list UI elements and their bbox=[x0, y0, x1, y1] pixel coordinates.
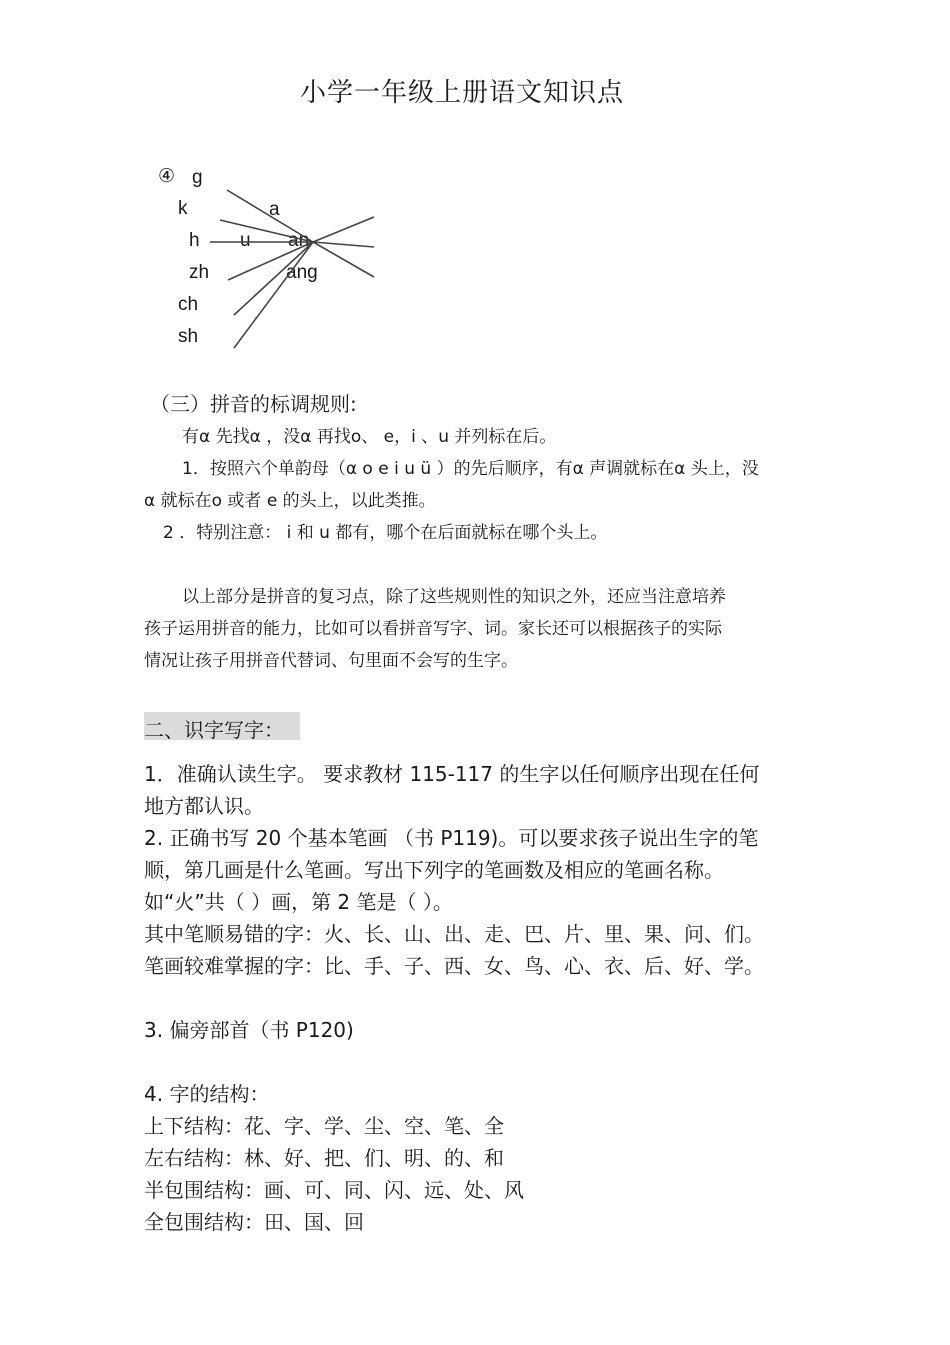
diagram-index: ④ bbox=[158, 166, 176, 187]
initial-ch: ch bbox=[178, 294, 199, 315]
line-zh bbox=[228, 242, 313, 280]
final-ang: ang bbox=[286, 262, 318, 283]
tone-rule-2: 2 ．特别注意： i 和 u 都有，哪个在后面就标在哪个头上。 bbox=[163, 523, 608, 543]
section-2-line-5: 如“火”共（ ）画，第 2 笔是（ ）。 bbox=[144, 890, 453, 914]
initial-h: h bbox=[189, 230, 200, 251]
structure-half-enclosed: 半包围结构：画、可、同、闪、远、处、风 bbox=[144, 1178, 524, 1202]
line-g bbox=[227, 190, 313, 242]
section-2-item-4-heading: 4. 字的结构： bbox=[144, 1082, 270, 1106]
final-a: a bbox=[269, 199, 280, 220]
tone-rules-heading: （三）拼音的标调规则: bbox=[150, 392, 357, 416]
line-sh bbox=[234, 242, 313, 348]
section-2-item-3: 3. 偏旁部首（书 P120) bbox=[144, 1018, 354, 1042]
section-2-line-3: 2. 正确书写 20 个基本笔画 （书 P119)。可以要求孩子说出生字的笔 bbox=[144, 826, 759, 850]
final-an: an bbox=[288, 230, 310, 251]
initial-k: k bbox=[178, 198, 188, 219]
line-a bbox=[313, 217, 374, 242]
initial-g: g bbox=[192, 167, 203, 188]
line-k bbox=[220, 220, 313, 242]
diagram-connector-lines bbox=[0, 0, 950, 400]
initial-zh: zh bbox=[189, 262, 210, 283]
tone-rules-rhyme: 有α 先找α ，没α 再找o、 e，i 、u 并列标在后。 bbox=[182, 427, 557, 447]
section-2-heading: 二、识字写字： bbox=[144, 718, 284, 742]
tone-rule-1-line-2: α 就标在o 或者 e 的头上，以此类推。 bbox=[144, 491, 436, 511]
structure-top-bottom: 上下结构：花、字、学、尘、空、笔、全 bbox=[144, 1114, 504, 1138]
section-2-line-4: 顺，第几画是什么笔画。写出下列字的笔画数及相应的笔画名称。 bbox=[144, 858, 724, 882]
structure-left-right: 左右结构：林、好、把、们、明、的、和 bbox=[144, 1146, 504, 1170]
review-note-line-1: 以上部分是拼音的复习点，除了这些规则性的知识之外，还应当注意培养 bbox=[182, 587, 726, 607]
section-2-line-1: 1．准确认读生字。 要求教材 115-117 的生字以任何顺序出现在任何 bbox=[144, 762, 760, 786]
structure-fully-enclosed: 全包围结构：田、国、回 bbox=[144, 1210, 364, 1234]
section-2-line-7: 笔画较难掌握的字：比、手、子、西、女、鸟、心、衣、后、好、学。 bbox=[144, 954, 764, 978]
review-note-line-2: 孩子运用拼音的能力，比如可以看拼音写字、词。家长还可以根据孩子的实际 bbox=[144, 619, 722, 639]
medial-u: u bbox=[240, 230, 251, 251]
review-note-line-3: 情况让孩子用拼音代替词、句里面不会写的生字。 bbox=[144, 651, 518, 671]
tone-rule-1-line-1: 1．按照六个单韵母（α o e i u ü ）的先后顺序，有α 声调就标在α 头上，没 bbox=[182, 459, 759, 479]
page-title: 小学一年级上册语文知识点 bbox=[300, 78, 625, 108]
line-an bbox=[313, 242, 374, 247]
initial-sh: sh bbox=[178, 326, 199, 347]
line-ch bbox=[234, 242, 313, 315]
section-2-line-2: 地方都认识。 bbox=[144, 794, 264, 818]
section-2-line-6: 其中笔顺易错的字：火、长、山、出、走、巴、片、里、果、问、们。 bbox=[144, 922, 764, 946]
line-ang bbox=[313, 242, 374, 277]
